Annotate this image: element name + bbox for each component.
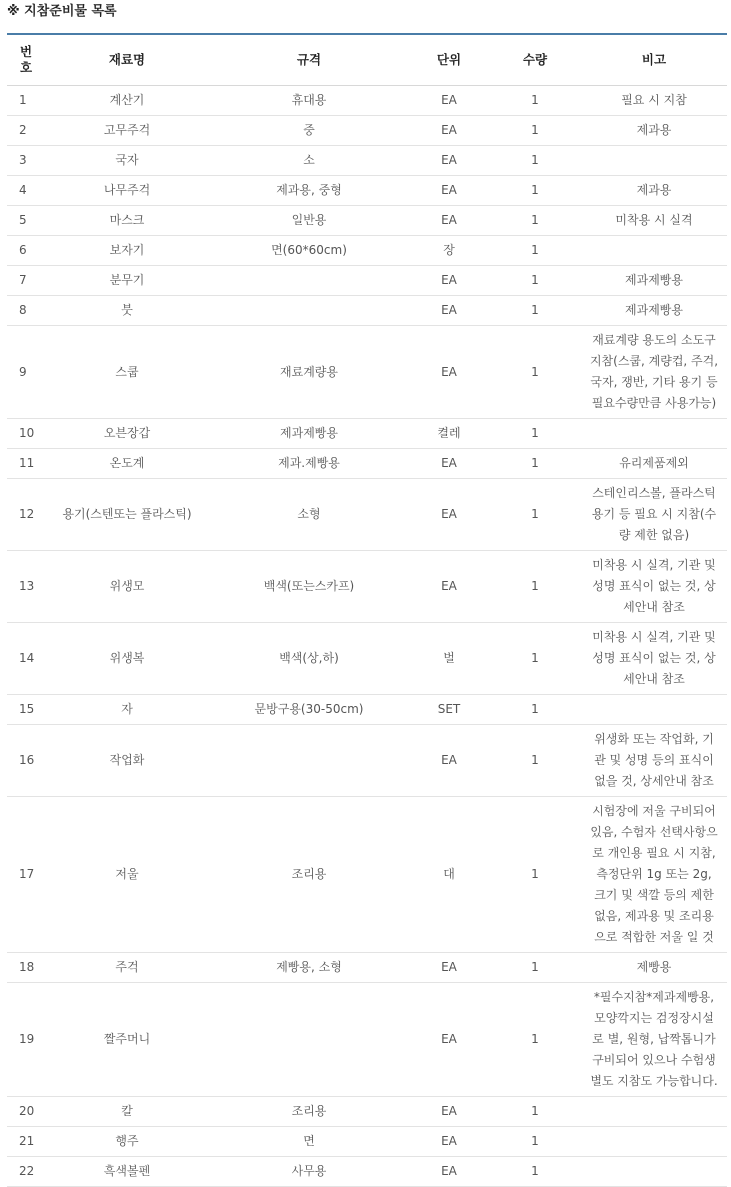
material-name: 위생복 (45, 623, 209, 695)
note: 시험장에 저울 구비되어 있음, 수험자 선택사항으로 개인용 필요 시 지참, 측정단위 1g 또는 2g, 크기 및 색깔 등의 제한 없음, 제과용 및 조리용으로 적합한 저울 일 것 (581, 797, 727, 953)
quantity: 1 (489, 206, 581, 236)
note: 유리제품제외 (581, 449, 727, 479)
quantity: 1 (489, 725, 581, 797)
header-note: 비고 (581, 34, 727, 86)
table-row (7, 146, 727, 176)
spec: 소 (209, 146, 409, 176)
table-row (7, 1097, 727, 1127)
spec (209, 725, 409, 797)
note: 위생화 또는 작업화, 기관 및 성명 등의 표식이 없을 것, 상세안내 참조 (581, 725, 727, 797)
header-spec: 규격 (209, 34, 409, 86)
material-name: 스쿱 (45, 326, 209, 419)
note: 스테인리스볼, 플라스틱용기 등 필요 시 지참(수량 제한 없음) (581, 479, 727, 551)
quantity: 1 (489, 176, 581, 206)
material-name: 흑색볼펜 (45, 1157, 209, 1187)
unit: EA (409, 266, 489, 296)
row-number: 21 (7, 1127, 45, 1157)
unit: EA (409, 146, 489, 176)
spec: 조리용 (209, 1097, 409, 1127)
note: *필수지참*제과제빵용, 모양깍지는 검정장시설로 별, 원형, 납짝톱니가 구비되어 있으나 수험생 별도 지참도 가능합니다. (581, 983, 727, 1097)
unit: EA (409, 176, 489, 206)
note (581, 1097, 727, 1127)
note: 미착용 시 실격 (581, 206, 727, 236)
note: 제빵용 (581, 953, 727, 983)
material-name: 짤주머니 (45, 983, 209, 1097)
spec: 휴대용 (209, 86, 409, 116)
row-number: 4 (7, 176, 45, 206)
material-name: 행주 (45, 1127, 209, 1157)
row-number: 10 (7, 419, 45, 449)
row-number: 20 (7, 1097, 45, 1127)
table-row (7, 623, 727, 695)
unit: 대 (409, 797, 489, 953)
material-name: 자 (45, 695, 209, 725)
row-number: 8 (7, 296, 45, 326)
table-row (7, 551, 727, 623)
spec: 제과제빵용 (209, 419, 409, 449)
material-name: 보자기 (45, 236, 209, 266)
row-number: 15 (7, 695, 45, 725)
spec: 재료계량용 (209, 326, 409, 419)
row-number: 17 (7, 797, 45, 953)
note (581, 419, 727, 449)
quantity: 1 (489, 86, 581, 116)
material-name: 분무기 (45, 266, 209, 296)
material-name: 위생모 (45, 551, 209, 623)
note: 미착용 시 실격, 기관 및 성명 표식이 없는 것, 상세안내 참조 (581, 551, 727, 623)
material-name: 계산기 (45, 86, 209, 116)
quantity: 1 (489, 953, 581, 983)
material-name: 온도계 (45, 449, 209, 479)
material-name: 용기(스텐또는 플라스틱) (45, 479, 209, 551)
row-number: 18 (7, 953, 45, 983)
quantity: 1 (489, 146, 581, 176)
spec: 일반용 (209, 206, 409, 236)
row-number: 12 (7, 479, 45, 551)
material-name: 고무주걱 (45, 116, 209, 146)
spec: 제과.제빵용 (209, 449, 409, 479)
spec: 조리용 (209, 797, 409, 953)
header-quantity: 수량 (489, 34, 581, 86)
row-number: 22 (7, 1157, 45, 1187)
row-number: 13 (7, 551, 45, 623)
row-number: 2 (7, 116, 45, 146)
table-row (7, 326, 727, 419)
unit: EA (409, 725, 489, 797)
row-number: 16 (7, 725, 45, 797)
quantity: 1 (489, 1127, 581, 1157)
unit: EA (409, 86, 489, 116)
row-number: 9 (7, 326, 45, 419)
unit: EA (409, 479, 489, 551)
unit: EA (409, 1097, 489, 1127)
quantity: 1 (489, 449, 581, 479)
table-row (7, 1127, 727, 1157)
note (581, 1157, 727, 1187)
table-row (7, 419, 727, 449)
row-number: 3 (7, 146, 45, 176)
header-material-name: 재료명 (45, 34, 209, 86)
quantity: 1 (489, 797, 581, 953)
material-name: 작업화 (45, 725, 209, 797)
note: 제과용 (581, 176, 727, 206)
spec: 면 (209, 1127, 409, 1157)
material-name: 저울 (45, 797, 209, 953)
header-number: 번호 (7, 34, 45, 86)
quantity: 1 (489, 1097, 581, 1127)
unit: 켤레 (409, 419, 489, 449)
spec (209, 296, 409, 326)
quantity: 1 (489, 326, 581, 419)
table-row (7, 206, 727, 236)
material-name: 주걱 (45, 953, 209, 983)
unit: EA (409, 953, 489, 983)
note: 필요 시 지참 (581, 86, 727, 116)
unit: EA (409, 1157, 489, 1187)
unit: EA (409, 326, 489, 419)
page-title: ※ 지참준비물 목록 (7, 4, 117, 19)
unit: EA (409, 116, 489, 146)
table-row (7, 449, 727, 479)
quantity: 1 (489, 551, 581, 623)
table-row (7, 797, 727, 953)
row-number: 11 (7, 449, 45, 479)
spec (209, 266, 409, 296)
row-number: 14 (7, 623, 45, 695)
quantity: 1 (489, 116, 581, 146)
material-name: 붓 (45, 296, 209, 326)
note (581, 146, 727, 176)
row-number: 1 (7, 86, 45, 116)
table-row (7, 479, 727, 551)
unit: EA (409, 983, 489, 1097)
quantity: 1 (489, 479, 581, 551)
unit: EA (409, 1127, 489, 1157)
spec (209, 983, 409, 1097)
spec: 문방구용(30-50cm) (209, 695, 409, 725)
table-row (7, 695, 727, 725)
quantity: 1 (489, 296, 581, 326)
note: 제과용 (581, 116, 727, 146)
row-number: 6 (7, 236, 45, 266)
unit: EA (409, 206, 489, 236)
note (581, 1127, 727, 1157)
supplies-table (7, 33, 727, 1187)
spec: 사무용 (209, 1157, 409, 1187)
spec: 백색(상,하) (209, 623, 409, 695)
note: 제과제빵용 (581, 266, 727, 296)
unit: EA (409, 551, 489, 623)
row-number: 7 (7, 266, 45, 296)
table-row (7, 725, 727, 797)
spec: 소형 (209, 479, 409, 551)
note: 제과제빵용 (581, 296, 727, 326)
table-row (7, 1157, 727, 1187)
row-number: 5 (7, 206, 45, 236)
table-row (7, 236, 727, 266)
spec: 제빵용, 소형 (209, 953, 409, 983)
table-row (7, 953, 727, 983)
note: 미착용 시 실격, 기관 및 성명 표식이 없는 것, 상세안내 참조 (581, 623, 727, 695)
row-number: 19 (7, 983, 45, 1097)
unit: EA (409, 296, 489, 326)
header-unit: 단위 (409, 34, 489, 86)
quantity: 1 (489, 695, 581, 725)
quantity: 1 (489, 419, 581, 449)
quantity: 1 (489, 236, 581, 266)
material-name: 칼 (45, 1097, 209, 1127)
table-row (7, 86, 727, 116)
spec: 제과용, 중형 (209, 176, 409, 206)
unit: 장 (409, 236, 489, 266)
material-name: 오븐장갑 (45, 419, 209, 449)
quantity: 1 (489, 266, 581, 296)
note: 재료계량 용도의 소도구 지참(스쿱, 계량컵, 주걱, 국자, 쟁반, 기타 용기 등 필요수량만큼 사용가능) (581, 326, 727, 419)
table-row (7, 266, 727, 296)
quantity: 1 (489, 983, 581, 1097)
spec: 중 (209, 116, 409, 146)
quantity: 1 (489, 1157, 581, 1187)
table-row (7, 983, 727, 1097)
material-name: 나무주걱 (45, 176, 209, 206)
note (581, 236, 727, 266)
unit: SET (409, 695, 489, 725)
material-name: 국자 (45, 146, 209, 176)
table-row (7, 176, 727, 206)
table-header-row (7, 34, 727, 86)
unit: 벌 (409, 623, 489, 695)
table-row (7, 116, 727, 146)
table-row (7, 296, 727, 326)
spec: 백색(또는스카프) (209, 551, 409, 623)
unit: EA (409, 449, 489, 479)
quantity: 1 (489, 623, 581, 695)
material-name: 마스크 (45, 206, 209, 236)
spec: 면(60*60cm) (209, 236, 409, 266)
note (581, 695, 727, 725)
